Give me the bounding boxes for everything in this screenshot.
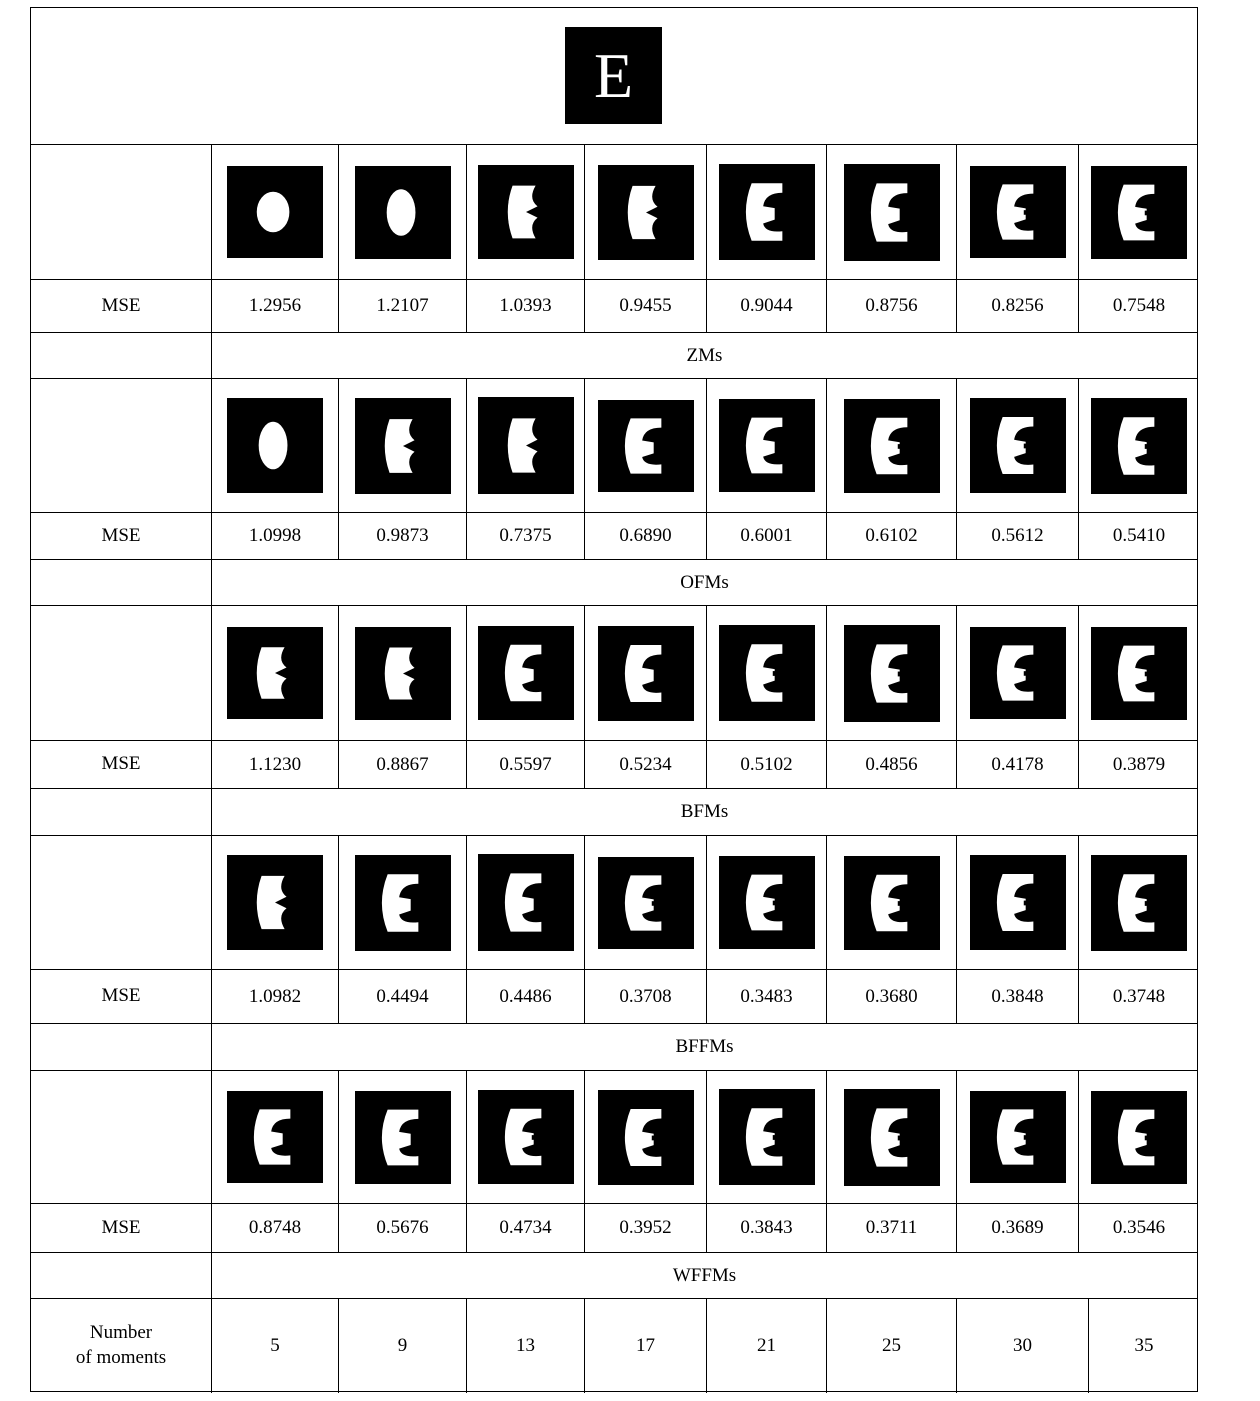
moment-count: 5: [211, 1299, 338, 1393]
method-name: WFFMs: [211, 1253, 1197, 1298]
moment-count: 13: [466, 1299, 584, 1393]
image-cell: [338, 379, 466, 512]
image-cell: [1078, 1071, 1199, 1203]
reconstructed-image: [719, 856, 815, 949]
image-cell: [338, 836, 466, 969]
image-cell: [706, 606, 826, 740]
method-name: ZMs: [211, 333, 1197, 378]
image-cell: [466, 836, 584, 969]
image-cell: [584, 1071, 706, 1203]
image-row-bfms: [31, 606, 1197, 741]
mse-value: 0.3689: [956, 1204, 1078, 1252]
image-cell: [956, 145, 1078, 279]
mse-row-bffms: [31, 970, 1197, 1024]
original-image-row: [31, 8, 1197, 145]
reconstructed-image: [355, 166, 451, 259]
moment-count: 25: [826, 1299, 956, 1393]
image-row-wffms: [31, 1071, 1197, 1204]
reconstructed-image: [227, 166, 323, 258]
mse-value: 0.5234: [584, 741, 706, 788]
mse-value: 1.0998: [211, 513, 338, 559]
image-cell: [826, 836, 956, 969]
moment-count: 21: [706, 1299, 826, 1393]
method-row: [31, 1024, 1197, 1071]
image-cell: [956, 1071, 1078, 1203]
image-row-ofms: [31, 379, 1197, 513]
mse-value: 0.8256: [956, 280, 1078, 332]
mse-value: 1.1230: [211, 741, 338, 788]
mse-value: 1.0393: [466, 280, 584, 332]
reconstructed-image: [227, 1091, 323, 1183]
moment-count: 9: [338, 1299, 466, 1393]
mse-value: 0.6890: [584, 513, 706, 559]
method-name: OFMs: [211, 560, 1197, 605]
mse-value: 0.3708: [584, 970, 706, 1023]
mse-value: 0.9455: [584, 280, 706, 332]
image-cell: [211, 1071, 338, 1203]
mse-value: 0.3843: [706, 1204, 826, 1252]
image-cell: [826, 1071, 956, 1203]
reconstructed-image: [970, 1091, 1066, 1183]
image-cell: [706, 145, 826, 279]
mse-value: 0.4734: [466, 1204, 584, 1252]
mse-value: 0.4486: [466, 970, 584, 1023]
method-name: BFMs: [211, 789, 1197, 835]
image-cell: [1078, 606, 1199, 740]
reconstructed-image: [1091, 1091, 1187, 1184]
reconstructed-image: [355, 398, 451, 494]
reconstructed-image: [970, 627, 1066, 719]
mse-value: 0.3546: [1078, 1204, 1199, 1252]
reconstructed-image: [1091, 166, 1187, 259]
reconstructed-image: [227, 855, 323, 950]
mse-value: 1.0982: [211, 970, 338, 1023]
mse-value: 0.3680: [826, 970, 956, 1023]
image-cell: [584, 145, 706, 279]
reconstructed-image: [1091, 855, 1187, 951]
reconstruction-table: [30, 7, 1198, 1392]
image-row-zms: [31, 145, 1197, 280]
image-cell: [466, 145, 584, 279]
mse-row-bfms: [31, 741, 1197, 789]
reconstructed-image: [598, 626, 694, 721]
reconstructed-image: [227, 627, 323, 719]
image-cell: [956, 379, 1078, 512]
reconstructed-image: [844, 625, 940, 722]
reconstructed-image: [844, 399, 940, 493]
image-cell: [211, 606, 338, 740]
reconstructed-image: [598, 400, 694, 492]
image-cell: [466, 606, 584, 740]
mse-value: 0.7548: [1078, 280, 1199, 332]
moment-count: 30: [956, 1299, 1088, 1393]
mse-value: 0.5676: [338, 1204, 466, 1252]
image-cell: [584, 379, 706, 512]
method-row: [31, 333, 1197, 379]
mse-value: 1.2956: [211, 280, 338, 332]
image-cell: [584, 606, 706, 740]
mse-value: 1.2107: [338, 280, 466, 332]
mse-value: 0.3952: [584, 1204, 706, 1252]
image-cell: [1078, 836, 1199, 969]
mse-value: 0.3848: [956, 970, 1078, 1023]
reconstructed-image: [598, 1090, 694, 1185]
image-cell: [826, 606, 956, 740]
mse-value: 0.8756: [826, 280, 956, 332]
reconstructed-image: [598, 165, 694, 260]
mse-value: 0.8748: [211, 1204, 338, 1252]
mse-value: 0.5597: [466, 741, 584, 788]
reconstructed-image: [844, 856, 940, 950]
original-letter: E: [593, 39, 634, 111]
reconstructed-image: [970, 398, 1066, 493]
mse-value: 0.6102: [826, 513, 956, 559]
mse-label: MSE: [101, 524, 141, 546]
image-cell: [1078, 145, 1199, 279]
reconstructed-image: [719, 164, 815, 260]
image-cell: [826, 379, 956, 512]
mse-value: 0.3711: [826, 1204, 956, 1252]
original-image: [565, 27, 662, 124]
image-cell: [706, 1071, 826, 1203]
image-cell: [706, 379, 826, 512]
reconstructed-image: [355, 1091, 451, 1184]
reconstructed-image: [970, 855, 1066, 950]
mse-value: 0.6001: [706, 513, 826, 559]
mse-value: 0.4494: [338, 970, 466, 1023]
number-of-moments-row: [31, 1299, 1197, 1393]
reconstructed-image: [844, 1089, 940, 1186]
method-row: [31, 560, 1197, 606]
reconstructed-image: [478, 1090, 574, 1184]
mse-label: MSE: [101, 294, 141, 316]
reconstructed-image: [970, 166, 1066, 258]
mse-value: 0.9044: [706, 280, 826, 332]
mse-row-zms: [31, 280, 1197, 333]
mse-value: 0.5410: [1078, 513, 1199, 559]
image-cell: [584, 836, 706, 969]
reconstructed-image: [844, 164, 940, 261]
reconstructed-image: [1091, 398, 1187, 494]
mse-value: 0.5102: [706, 741, 826, 788]
reconstructed-image: [1091, 627, 1187, 720]
image-cell: [211, 836, 338, 969]
image-cell: [211, 145, 338, 279]
reconstructed-image: [719, 1089, 815, 1185]
moment-count: 17: [584, 1299, 706, 1393]
image-cell: [466, 1071, 584, 1203]
mse-value: 0.8867: [338, 741, 466, 788]
mse-value: 0.9873: [338, 513, 466, 559]
mse-row-wffms: [31, 1204, 1197, 1253]
mse-value: 0.3748: [1078, 970, 1199, 1023]
method-row: [31, 789, 1197, 836]
image-cell: [956, 836, 1078, 969]
image-cell: [956, 606, 1078, 740]
mse-value: 0.5612: [956, 513, 1078, 559]
reconstructed-image: [719, 399, 815, 492]
image-cell: [706, 836, 826, 969]
reconstructed-image: [598, 857, 694, 949]
mse-value: 0.3879: [1078, 741, 1199, 788]
mse-label: MSE: [101, 753, 141, 775]
reconstructed-image: [719, 625, 815, 721]
method-name: BFFMs: [211, 1024, 1197, 1070]
reconstructed-image: [478, 854, 574, 951]
number-of-moments-label: Number of moments: [75, 1322, 167, 1368]
image-cell: [211, 379, 338, 512]
reconstructed-image: [478, 397, 574, 494]
reconstructed-image: [355, 855, 451, 951]
mse-value: 0.7375: [466, 513, 584, 559]
mse-label: MSE: [101, 985, 141, 1007]
mse-value: 0.4856: [826, 741, 956, 788]
image-row-bffms: [31, 836, 1197, 970]
method-row: [31, 1253, 1197, 1299]
image-cell: [826, 145, 956, 279]
mse-value: 0.3483: [706, 970, 826, 1023]
reconstructed-image: [227, 398, 323, 493]
mse-row-ofms: [31, 513, 1197, 560]
image-cell: [338, 1071, 466, 1203]
image-cell: [338, 145, 466, 279]
image-cell: [466, 379, 584, 512]
image-cell: [1078, 379, 1199, 512]
reconstructed-image: [478, 626, 574, 720]
mse-value: 0.4178: [956, 741, 1078, 788]
moment-count: 35: [1088, 1299, 1199, 1393]
reconstructed-image: [478, 165, 574, 259]
mse-label: MSE: [101, 1216, 141, 1238]
reconstructed-image: [355, 627, 451, 720]
image-cell: [338, 606, 466, 740]
